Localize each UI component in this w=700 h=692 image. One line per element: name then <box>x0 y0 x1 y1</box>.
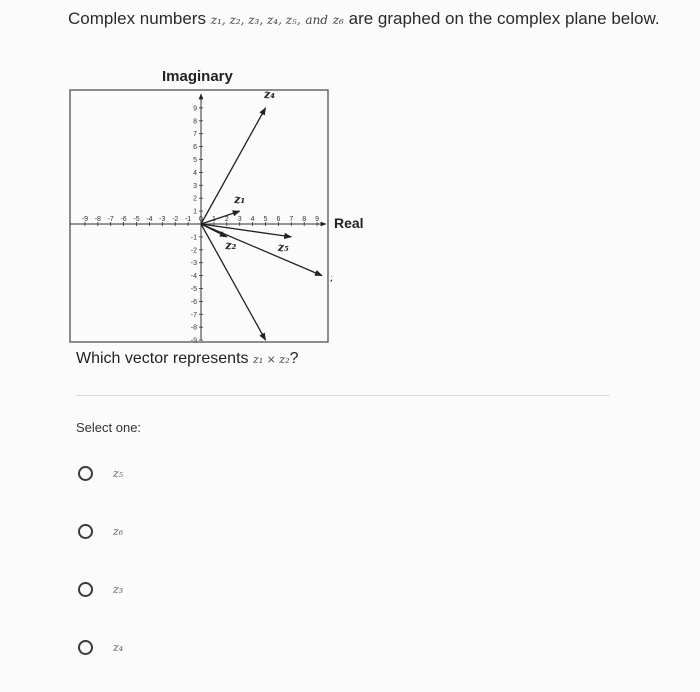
x-tick-label: 2 <box>224 216 229 223</box>
complex-plane-chart <box>60 84 332 346</box>
y-tick-label: 2 <box>193 195 197 203</box>
question-suffix: are graphed on the complex plane below. <box>348 9 660 28</box>
y-tick-label: -1 <box>190 234 197 242</box>
question-and: and <box>305 13 328 27</box>
y-tick-label: 4 <box>193 169 197 177</box>
radio-button-icon[interactable] <box>78 640 93 655</box>
select-one-label: Select one: <box>76 420 142 435</box>
x-tick-label: -2 <box>172 216 179 223</box>
vector-z6 <box>201 224 322 276</box>
radio-button-icon[interactable] <box>78 466 93 481</box>
y-tick-label: 8 <box>193 118 197 126</box>
y-tick-label: -8 <box>190 324 197 332</box>
y-tick-label: -4 <box>190 273 197 281</box>
y-tick-label: -2 <box>190 247 197 255</box>
x-tick-label: 0 <box>199 216 203 223</box>
question-z6: z₆ <box>332 13 344 27</box>
question-z-list: z₁, z₂, z₃, z₄, z₅, <box>210 13 301 27</box>
x-tick-label: -8 <box>94 216 101 223</box>
x-tick-label: -1 <box>184 216 192 223</box>
y-tick-label: 1 <box>193 208 197 216</box>
x-tick-label: -5 <box>133 216 140 223</box>
y-tick-label: -9 <box>190 337 197 345</box>
vector-label-z2: z₂ <box>225 238 237 252</box>
prompt-question-mark: ? <box>289 350 299 367</box>
imaginary-axis-title: Imaginary <box>162 68 233 85</box>
vector-label-z4: z₄ <box>263 87 276 101</box>
x-tick-label: -3 <box>159 216 166 223</box>
real-axis-title: Real <box>334 215 364 231</box>
vector-label-z6 <box>329 272 332 285</box>
x-tick-label: 7 <box>289 216 294 223</box>
vector-label-z3 <box>257 344 269 346</box>
x-tick-label: 6 <box>276 216 281 223</box>
prompt-label: Which vector represents <box>76 350 249 367</box>
option-label: z₆ <box>113 524 124 538</box>
radio-button-icon[interactable] <box>78 524 93 539</box>
y-tick-label: -7 <box>190 311 197 319</box>
option-label: z₃ <box>113 582 124 596</box>
y-tick-label: -5 <box>190 286 197 293</box>
question-prefix: Complex numbers <box>68 9 206 28</box>
question-text <box>68 8 668 31</box>
option-label: z₅ <box>113 466 124 480</box>
prompt-text <box>76 350 299 368</box>
y-tick-label: 3 <box>193 182 197 190</box>
x-tick-label: -4 <box>146 216 153 223</box>
y-tick-label: 5 <box>193 157 197 164</box>
y-tick-label: 7 <box>193 131 197 139</box>
y-tick-label: 9 <box>193 105 197 113</box>
x-tick-label: 8 <box>302 216 307 223</box>
x-tick-label: -9 <box>81 216 89 223</box>
option-z6[interactable] <box>76 519 276 543</box>
radio-button-icon[interactable] <box>78 582 93 597</box>
x-tick-label: -7 <box>107 216 114 223</box>
vector-z4 <box>201 108 266 224</box>
option-label: z₄ <box>113 640 124 654</box>
y-tick-label: -3 <box>190 260 197 268</box>
option-z3[interactable] <box>76 577 276 601</box>
divider <box>76 395 610 396</box>
x-tick-label: 5 <box>263 216 268 223</box>
y-tick-label: -6 <box>190 298 197 306</box>
y-tick-label: 6 <box>193 144 197 152</box>
x-tick-label: 3 <box>237 216 242 223</box>
vector-label-z5: z₅ <box>277 240 289 254</box>
x-tick-label: 4 <box>250 216 255 223</box>
prompt-expression: z₁ × z₂ <box>252 353 290 366</box>
vector-label-z1: z₁ <box>234 193 246 207</box>
x-tick-label: -6 <box>120 216 127 223</box>
x-tick-label: 9 <box>315 216 320 223</box>
option-z5[interactable] <box>76 461 276 485</box>
option-z4[interactable] <box>76 635 276 659</box>
